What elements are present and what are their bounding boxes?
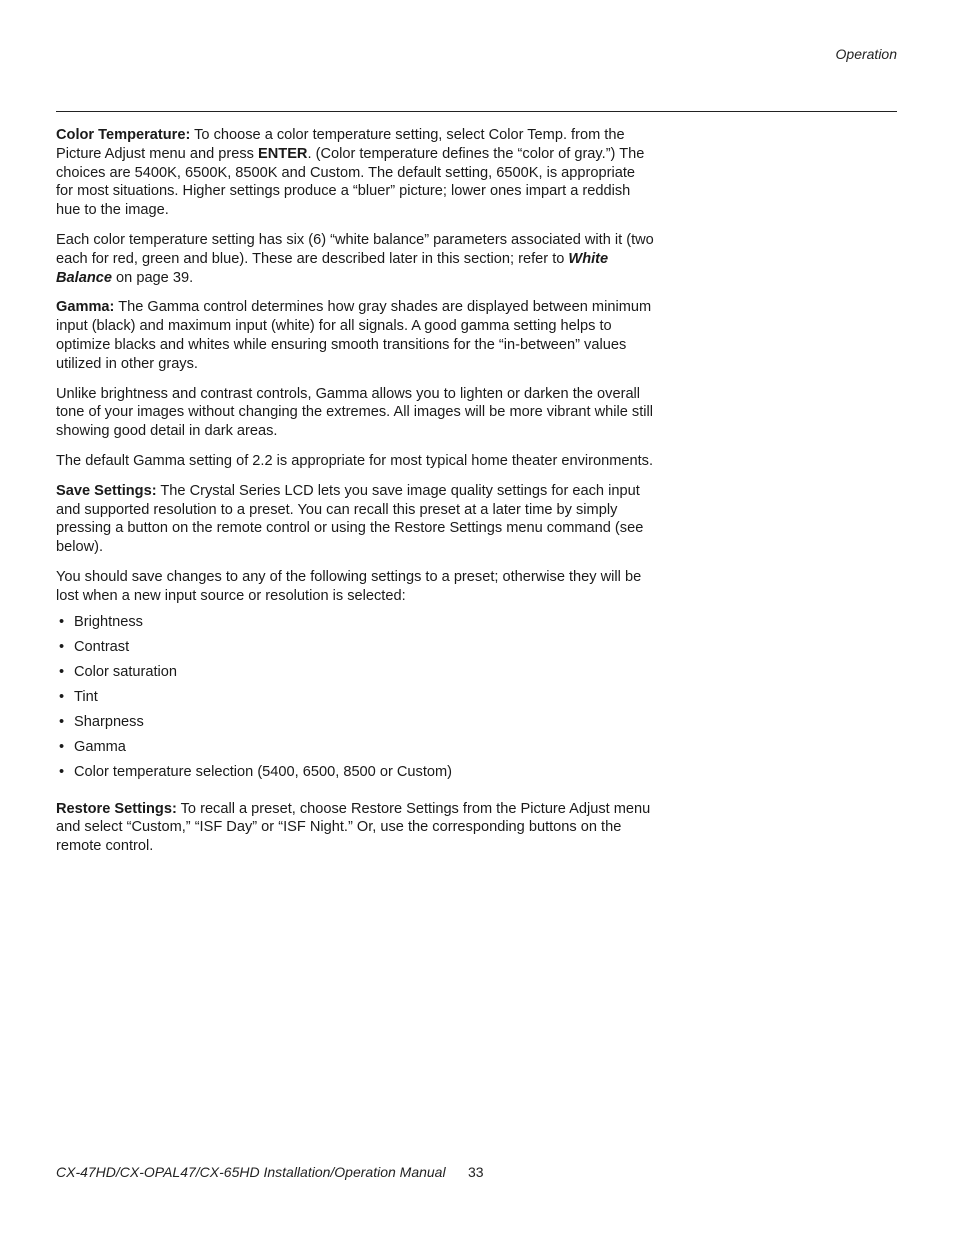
gamma-term: Gamma:	[56, 299, 115, 316]
restore-settings-text: To recall a preset, choose Restore Settings from the Picture Adjust menu and select “Custom,” “ISF Day” or “ISF Night.” Or, use the corresponding buttons on the remote control.	[56, 800, 651, 855]
white-balance-note-text-2: on page 39.	[111, 269, 194, 286]
header-rule	[56, 111, 897, 112]
bullet-icon: •	[59, 688, 65, 705]
gamma-text: The Gamma control determines how gray shades are displayed between minimum input (black) and maximum input (white) for all signals. A good gamma setting helps to optimize blacks and whites while ensuring smooth transitions for the “in-between” values utilized in other grays.	[56, 299, 652, 372]
bullet-icon: •	[59, 613, 65, 630]
page-number: 33	[468, 1164, 484, 1180]
page-footer	[56, 1164, 484, 1180]
page-body	[56, 126, 656, 867]
manual-title: CX-47HD/CX-OPAL47/CX-65HD Installation/Operation Manual	[56, 1164, 446, 1180]
running-header-section: Operation	[835, 46, 897, 62]
list-item	[56, 763, 656, 788]
list-item	[56, 638, 656, 663]
color-temperature-term: Color Temperature:	[56, 127, 191, 143]
bullet-icon: •	[59, 638, 65, 655]
list-item	[56, 613, 656, 638]
enter-key-label: ENTER	[258, 145, 308, 162]
bullet-icon: •	[59, 763, 65, 780]
list-item	[56, 663, 656, 688]
color-temperature-paragraph	[56, 126, 656, 220]
save-settings-paragraph	[56, 482, 656, 557]
list-item	[56, 688, 656, 713]
list-item	[56, 738, 656, 763]
white-balance-note-paragraph	[56, 231, 656, 287]
bullet-icon: •	[59, 713, 65, 730]
restore-settings-paragraph	[56, 800, 656, 856]
list-item	[56, 713, 656, 738]
white-balance-cross-reference[interactable]: White Balance	[56, 250, 609, 286]
bullet-icon: •	[59, 663, 65, 680]
list-item-text: Color temperature selection (5400, 6500, 8500 or Custom)	[74, 763, 453, 780]
list-item-text: Contrast	[74, 638, 130, 655]
list-item-text: Sharpness	[74, 713, 144, 730]
save-settings-text: The Crystal Series LCD lets you save image quality settings for each input and supported resolution to a preset. You can recall this preset at a later time by simply pressing a button on the remote control or using the Restore Settings menu command (see below).	[56, 482, 644, 556]
list-item-text: Gamma	[74, 738, 126, 755]
restore-settings-term: Restore Settings:	[56, 800, 177, 817]
list-item-text: Color saturation	[74, 663, 178, 680]
color-temperature-text-2: . (Color temperature defines the “color of gray.”) The choices are 5400K, 6500K, 8500K and Custom. The default setting, 6500K, is appropriate for most situations. Higher settings produce a “bluer” picture; lower ones impart a reddish hue to the image.	[56, 145, 645, 219]
save-settings-term: Save Settings:	[56, 482, 157, 499]
list-item-text: Brightness	[74, 613, 143, 630]
list-item-text: Tint	[74, 688, 98, 705]
white-balance-note-text-1: Each color temperature setting has six (6) “white balance” parameters associated with it (two each for red, green and blue). These are described later in this section; refer to	[56, 231, 654, 267]
gamma-paragraph	[56, 298, 656, 373]
gamma-default-paragraph: The default Gamma setting of 2.2 is appropriate for most typical home theater environments.	[56, 452, 654, 469]
gamma-compare-paragraph: Unlike brightness and contrast controls, Gamma allows you to lighten or darken the overall tone of your images without changing the extremes. All images will be more vibrant while still showing good detail in dark areas.	[56, 385, 654, 440]
bullet-icon: •	[59, 738, 65, 755]
settings-bullet-list	[56, 613, 656, 788]
color-temperature-text-1: To choose a color temperature setting, select Color Temp. from the Picture Adjust menu and press	[56, 127, 625, 162]
save-intro-paragraph: You should save changes to any of the following settings to a preset; otherwise they will be lost when a new input source or resolution is selected:	[56, 568, 642, 604]
